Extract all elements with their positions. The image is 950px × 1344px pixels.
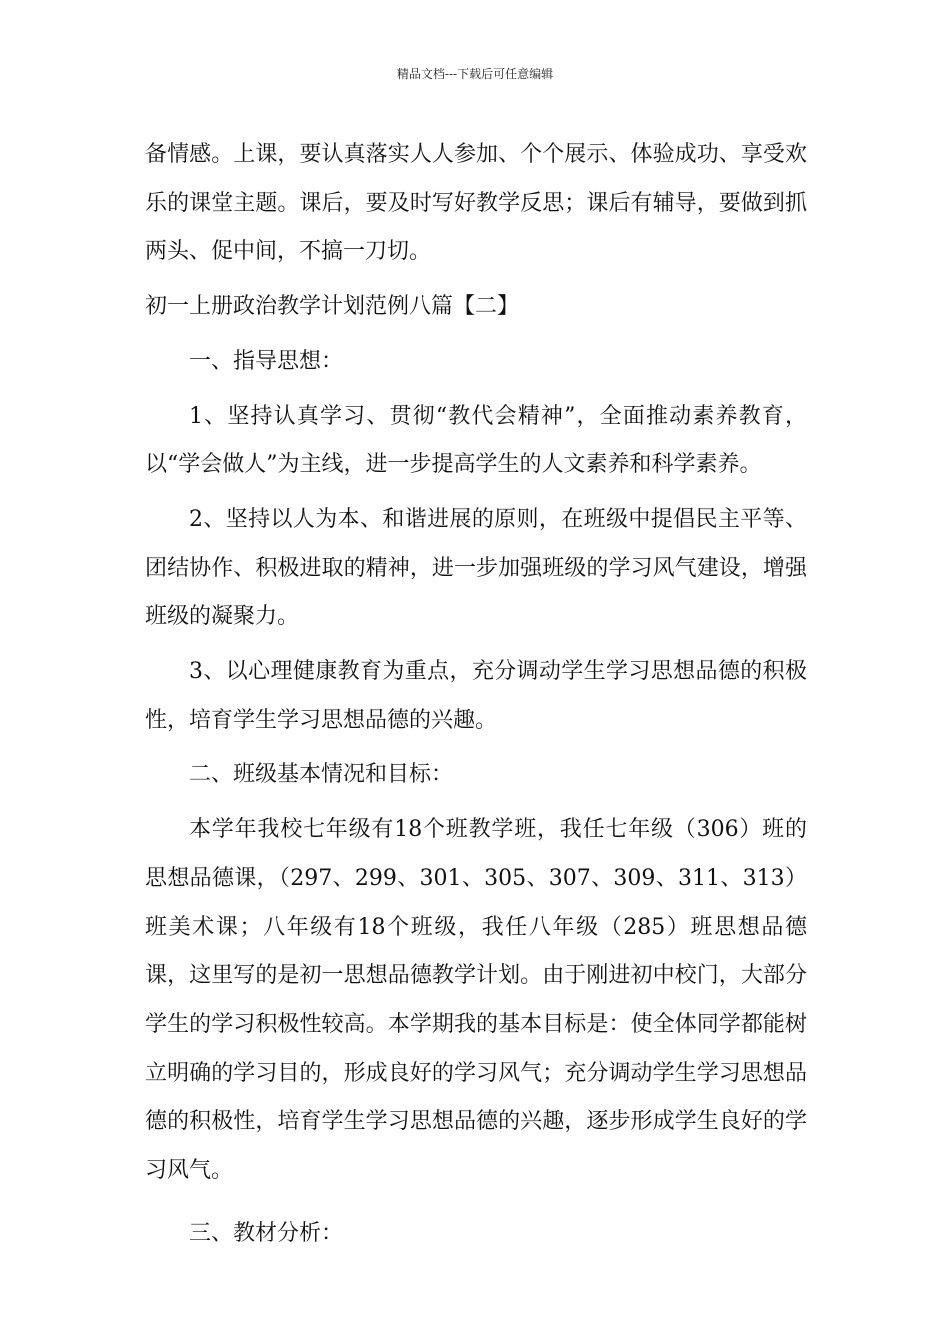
document-body (145, 131, 807, 1258)
paragraph-point-1: 1、坚持认真学习、贯彻“教代会精神”，全面推动素养教育，以“学会做人”为主线，进一步提高学生的人文素养和科学素养。 (145, 403, 807, 478)
paragraph-class-info: 本学年我校七年级有18个班教学班，我任七年级（306）班的思想品德课，（297、299、301、305、307、309、311、313）班美术课；八年级有18个班级，我任八年级（285）班思想品德课，这里写的是初一思想品德教学计划。由于刚进初中校门，大部分学生的学习积极性较高。本学期我的基本目标是：使全体同学都能树立明确的学习目的，形成良好的学习风气；充分调动学生学习思想品德的积极性，培育学生学习思想品德的兴趣，逐步形成学生良好的学习风气。 (145, 817, 807, 1184)
section-heading-3: 三、教材分析： (189, 1220, 344, 1246)
article-title: 初一上册政治教学计划范例八篇【二】 (145, 294, 520, 320)
paragraph-point-3: 3、以心理健康教育为重点，充分调动学生学习思想品德的积极性，培育学生学习思想品德的兴趣。 (145, 659, 807, 733)
page-header: 精品文档---下载后可任意编辑 (396, 67, 554, 81)
section-heading-2: 二、班级基本情况和目标： (189, 762, 454, 788)
paragraph-continuation: 备情感。上课，要认真落实人人参加、个个展示、体验成功、享受欢乐的课堂主题。课后，要及时写好教学反思；课后有辅导，要做到抓两头、促中间，不搞一刀切。 (145, 142, 807, 265)
section-heading-1: 一、指导思想： (189, 348, 344, 374)
paragraph-point-2: 2、坚持以人为本、和谐进展的原则，在班级中提倡民主平等、团结协作、积极进取的精神，进一步加强班级的学习风气建设，增强班级的凝聚力。 (145, 506, 807, 630)
